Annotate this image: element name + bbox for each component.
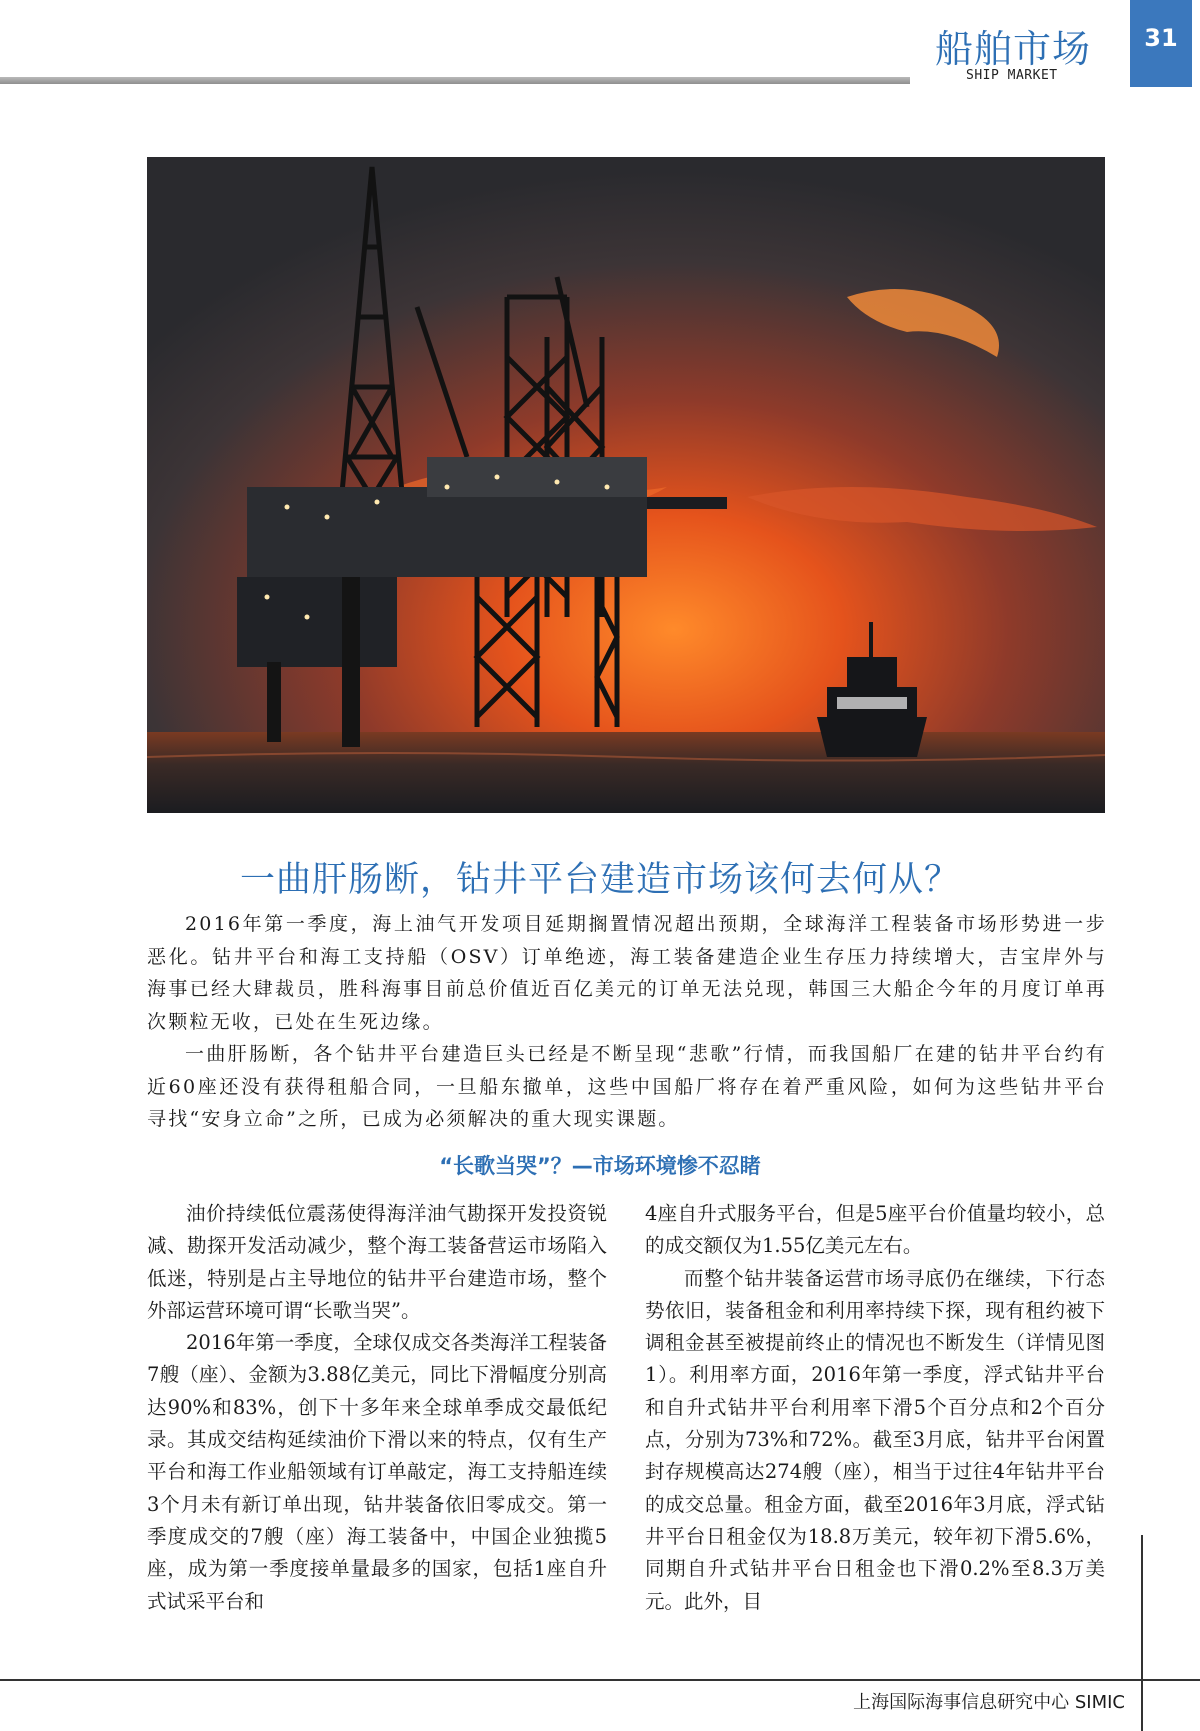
body-paragraph: 油价持续低位震荡使得海洋油气勘探开发投资锐减、勘探开发活动减少，整个海工装备营运市场陷入低迷，特别是占主导地位的钻井平台建造市场，整个外部运营环境可谓“长歌当哭”。 xyxy=(147,1202,607,1322)
article-title: 一曲肝肠断，钻井平台建造市场该何去何从？ xyxy=(239,860,960,900)
article-intro xyxy=(147,908,1107,1136)
body-column-left xyxy=(147,1198,607,1618)
section-subhead: “长歌当哭”？—市场环境惨不忍睹 xyxy=(439,1154,761,1178)
section-title: 船舶市场 xyxy=(935,27,1092,71)
body-paragraph-continued: 4座自升式服务平台，但是5座平台价值量均较小，总的成交额仅为1.55亿美元左右。 xyxy=(645,1202,1105,1258)
footer-rule xyxy=(0,1679,1200,1681)
footer-vertical-rule xyxy=(1141,1535,1143,1731)
oil-rig-sunset-photo xyxy=(147,157,1105,813)
body-column-right xyxy=(645,1198,1105,1618)
section-subtitle: SHIP MARKET xyxy=(966,68,1058,83)
body-paragraph: 而整个钻井装备运营市场寻底仍在继续，下行态势依旧，装备租金和利用率持续下探，现有租约被下调租金甚至被提前终止的情况也不断发生（详情见图1）。利用率方面，2016年第一季度，浮式钻井平台和自升式钻井平台利用率下滑5个百分点和2个百分点，分别为73%和72%。截至3月底，钻井平台闲置封存规模高达274艘（座），相当于过往4年钻井平台的成交总量。租金方面，截至2016年3月底，浮式钻井平台日租金仅为18.8万美元，较年初下滑5.6%，同期自升式钻井平台日租金也下滑0.2%至8.3万美元。此外，目 xyxy=(645,1266,1105,1613)
page-number: 31 xyxy=(1130,0,1192,87)
header-rule xyxy=(0,77,910,84)
intro-paragraph: 2016年第一季度，海上油气开发项目延期搁置情况超出预期，全球海洋工程装备市场形势进一步恶化。钻井平台和海工支持船（OSV）订单绝迹，海工装备建造企业生存压力持续增大，吉宝岸外与海事已经大肆裁员，胜科海事目前总价值近百亿美元的订单无法兑现，韩国三大船企今年的月度订单再次颗粒无收，已处在生死边缘。 xyxy=(147,913,1107,1033)
intro-paragraph: 一曲肝肠断，各个钻井平台建造巨头已经是不断呈现“悲歌”行情，而我国船厂在建的钻井平台约有近60座还没有获得租船合同，一旦船东撤单，这些中国船厂将存在着严重风险，如何为这些钻井平台寻找“安身立命”之所，已成为必须解决的重大现实课题。 xyxy=(147,1043,1107,1130)
footer-org: 上海国际海事信息研究中心 SIMIC xyxy=(853,1692,1125,1713)
body-paragraph: 2016年第一季度，全球仅成交各类海洋工程装备7艘（座）、金额为3.88亿美元，同比下滑幅度分别高达90%和83%，创下十多年来全球单季成交最低纪录。其成交结构延续油价下滑以来的特点，仅有生产平台和海工作业船领域有订单敲定，海工支持船连续3个月未有新订单出现，钻井装备依旧零成交。第一季度成交的7艘（座）海工装备中，中国企业独揽5座，成为第一季度接单量最多的国家，包括1座自升式试采平台和 xyxy=(147,1331,607,1613)
